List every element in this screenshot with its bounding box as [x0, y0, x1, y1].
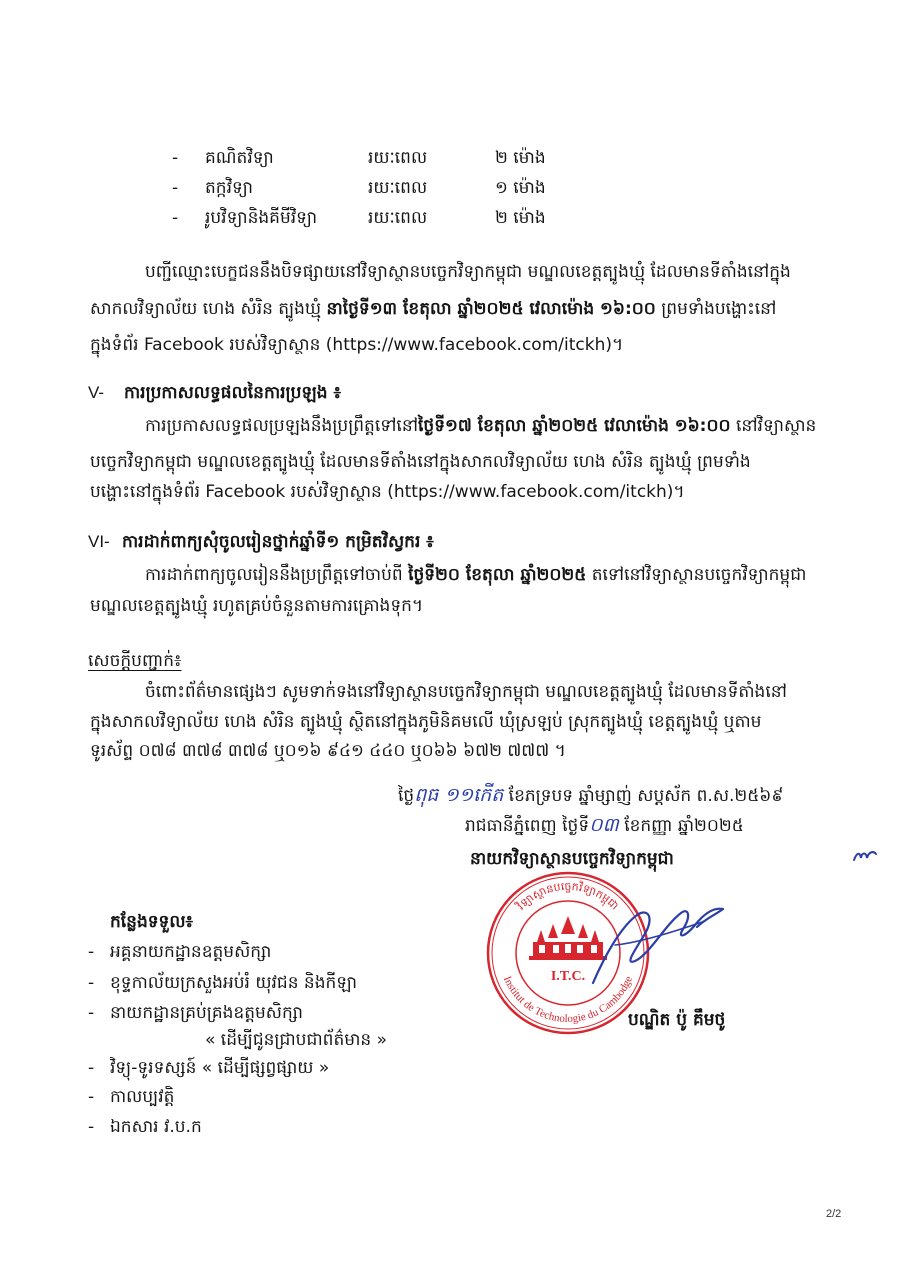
paragraph-line: បង្ហោះនៅក្នុងទំព័រ Facebook របស់វិទ្យាស្ថាន (https://www.facebook.com/itckh)។ [90, 482, 685, 502]
page-number: 2/2 [826, 1208, 842, 1220]
recipient-item: វិទ្យុ-ទូរទស្សន៍ « ដើម្បីផ្សព្វផ្សាយ » [110, 1058, 330, 1078]
paragraph-text: ព្រមទាំងបង្ហោះនៅ [655, 299, 777, 319]
recipient-item: កាលប្បវត្តិ [110, 1087, 175, 1107]
recipient-item: អគ្គនាយកដ្ឋានឧត្តមសិក្សា [110, 942, 272, 962]
stamp-bottom-text: Institut de Technologie du Cambodge [500, 974, 636, 1026]
recipient-note: « ដើម្បីជូនជ្រាបជាព័ត៌មាន » [205, 1030, 388, 1050]
subject-name: តក្កវិទ្យា [205, 178, 253, 198]
application-date: ថ្ងៃទី២០ ខែតុលា ឆ្នាំ២០២៥ [408, 565, 587, 585]
section-title: ការប្រកាសលទ្ធផលនៃការប្រឡង ៖ [124, 383, 341, 403]
lunar-date-prefix: ថ្ងៃ [398, 786, 415, 806]
paragraph-line: បញ្ជីឈ្មោះបេក្ខជននឹងបិទផ្សាយនៅវិទ្យាស្ថានបច្ចេកវិទ្យាកម្ពុជា មណ្ឌលខេត្តត្បូងឃ្មុំ ដែលមានទីតាំងនៅក្នុង [145, 262, 791, 282]
recipients-title: កន្លែងទទួល៖ [110, 912, 194, 932]
subject-hours: ២ ម៉ោង [495, 208, 546, 228]
recipient-bullet: - [88, 1003, 95, 1023]
paragraph-text: នៅវិទ្យាស្ថាន [730, 416, 817, 436]
subject-hours: ១ ម៉ោង [495, 178, 546, 198]
lunar-date-suffix: ខែភទ្របទ ឆ្នាំម្សាញ់ សប្តស័ក ព.ស.២៥៦៩ [503, 786, 784, 806]
recipient-bullet: - [88, 1058, 95, 1078]
paragraph-line: មណ្ឌលខេត្តត្បូងឃ្មុំ រហូតគ្រប់ចំនួនតាមការគ្រោងទុក។ [90, 596, 424, 616]
paragraph-line: ក្នុងទំព័រ Facebook របស់វិទ្យាស្ថាន (https://www.facebook.com/itckh)។ [90, 335, 624, 355]
signature [585, 885, 735, 995]
announcement-datetime: នាថ្ងៃទី១៣ ខែតុលា ឆ្នាំ២០២៥ វេលាម៉ោង ១៦:០០ [326, 299, 656, 319]
paragraph-line [145, 413, 860, 441]
lunar-date-handwritten: ពុធ ១១កើត [414, 784, 504, 806]
paragraph-line [90, 296, 860, 324]
subject-hours: ២ ម៉ោង [495, 148, 546, 168]
subject-duration-label: រយៈពេល [368, 208, 428, 228]
signatory-name: បណ្ឌិត ប៉ូ គឹមថូ [628, 1010, 726, 1030]
subject-name: គណិតវិទ្យា [205, 148, 274, 168]
recipient-item: ឯកសារ វ.ប.ក [110, 1117, 202, 1137]
paragraph-line [145, 562, 860, 590]
signatory-title: នាយកវិទ្យាស្ថានបច្ចេកវិទ្យាកម្ពុជា [470, 849, 674, 869]
section-title: ការដាក់ពាក្យសុំចូលរៀនថ្នាក់ឆ្នាំទី១ កម្រិតវិស្វករ ៖ [122, 532, 434, 552]
section-number: VI- [88, 532, 110, 551]
note-title: សេចក្តីបញ្ជាក់៖ [88, 651, 182, 671]
paragraph-line: ក្នុងសាកលវិទ្យាល័យ ហេង សំរិន ត្បូងឃ្មុំ ស្ថិតនៅក្នុងភូមិនិគមលើ ឃុំស្រឡប់ ស្រុកត្បូងឃ្មុំ ខេត្តត្បូងឃ្មុំ ឬតាម [90, 712, 762, 732]
recipient-bullet: - [88, 1117, 95, 1137]
subject-duration-label: រយៈពេល [368, 148, 428, 168]
recipient-item: ខុទ្ទកាល័យក្រសួងអប់រំ យុវជន និងកីឡា [110, 973, 358, 993]
recipient-bullet: - [88, 1087, 95, 1107]
initial-mark-icon [852, 846, 878, 866]
recipient-bullet: - [88, 973, 95, 993]
solar-date-suffix: ខែកញ្ញា ឆ្នាំ២០២៥ [618, 816, 744, 836]
paragraph-text: តទៅនៅវិទ្យាស្ថានបច្ចេកវិទ្យាកម្ពុជា [586, 565, 807, 585]
solar-date-prefix: រាជធានីភ្នំពេញ ថ្ងៃទី [465, 816, 590, 836]
recipient-item: នាយកដ្ឋានគ្រប់គ្រងឧត្តមសិក្សា [110, 1003, 303, 1023]
paragraph-line: ចំពោះព័ត៌មានផ្សេងៗ សូមទាក់ទងនៅវិទ្យាស្ថានបច្ចេកវិទ្យាកម្ពុជា មណ្ឌលខេត្តត្បូងឃ្មុំ ដែលមានទីតាំងនៅ [145, 682, 787, 702]
solar-date-line [465, 812, 835, 842]
paragraph-text: សាកលវិទ្យាល័យ ហេង សំរិន ត្បូងឃ្មុំ [90, 299, 327, 319]
paragraph-text: ការប្រកាសលទ្ធផលប្រឡងនឹងប្រព្រឹត្តទៅនៅ [145, 416, 419, 436]
subject-bullet: - [172, 148, 179, 168]
lunar-date-line [398, 782, 868, 812]
results-datetime: ថ្ងៃទី១៧ ខែតុលា ឆ្នាំ២០២៥ វេលាម៉ោង ១៦:០០ [418, 416, 731, 436]
subject-name: រូបវិទ្យានិងគីមីវិទ្យា [205, 208, 318, 228]
recipient-bullet: - [88, 942, 95, 962]
section-number: V- [88, 383, 105, 402]
subject-bullet: - [172, 178, 179, 198]
paragraph-line: ទូរស័ព្ទ ០៧៨ ៣៧៨ ៣៧៨ ឬ០១៦ ៩៤១ ៤៤០ ឬ០៦៦ ៦៧២ ៧៧៧ ។ [90, 741, 566, 761]
paragraph-text: ការដាក់ពាក្យចូលរៀននឹងប្រព្រឹត្តទៅចាប់ពី [145, 565, 409, 585]
stamp-top-text: វិទ្យាស្ថានបច្ចេកវិទ្យាកម្ពុជា [514, 879, 622, 913]
solar-date-handwritten: ០៣ [589, 814, 619, 836]
stamp-center-text: I.T.C. [550, 969, 586, 984]
paragraph-line: បច្ចេកវិទ្យាកម្ពុជា មណ្ឌលខេត្តត្បូងឃ្មុំ ដែលមានទីតាំងនៅក្នុងសាកលវិទ្យាល័យ ហេង សំរិន ត្បូងឃ្មុំ ព្រមទាំង [90, 452, 751, 472]
subject-bullet: - [172, 208, 179, 228]
subject-duration-label: រយៈពេល [368, 178, 428, 198]
